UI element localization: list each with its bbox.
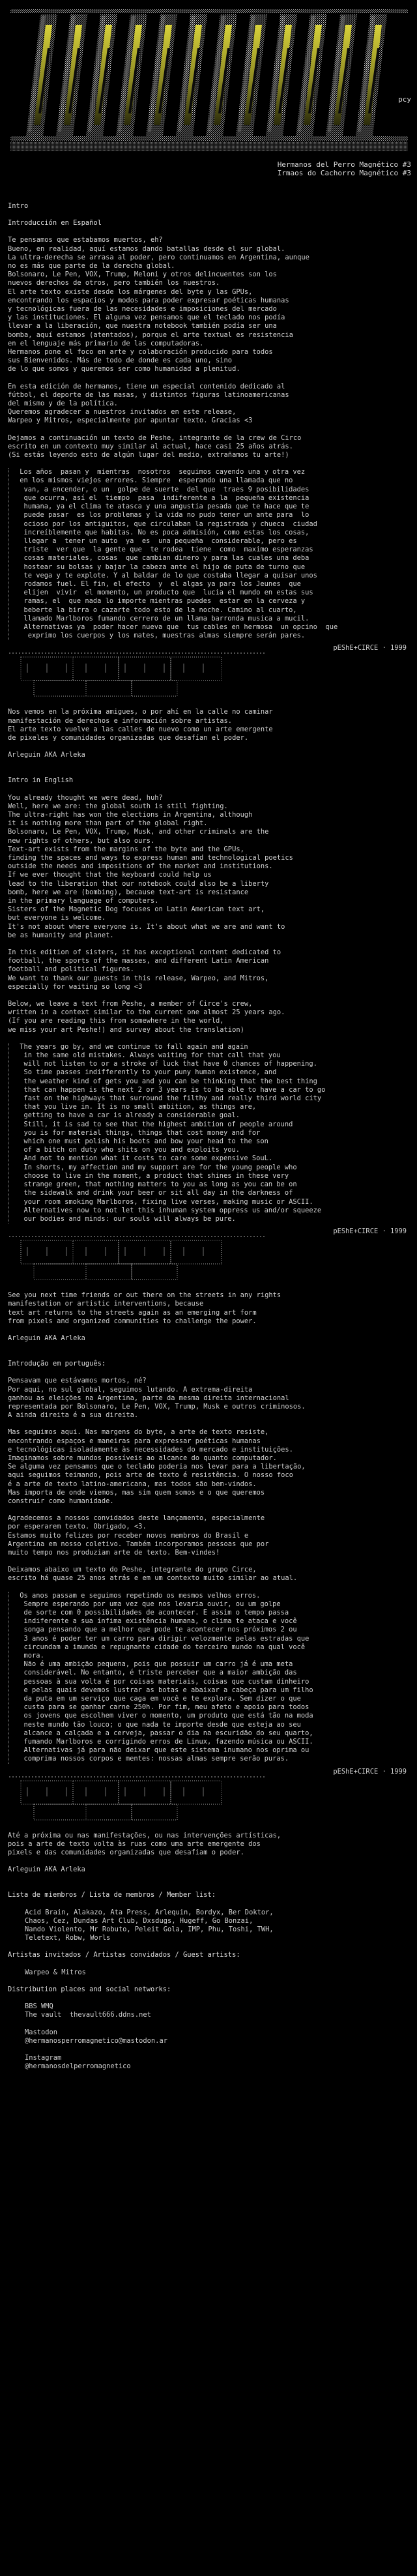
artist-tag: pcy [398, 95, 411, 104]
logo-bar [236, 14, 267, 136]
en-heading: Intro in English [8, 776, 74, 785]
logo-bar [26, 14, 57, 136]
quote-rule [8, 468, 12, 640]
logo-credit [257, 95, 411, 177]
instagram-label: Instagram [25, 2053, 62, 2062]
title-es: Hermanos del Perro Magnético #3 [277, 160, 411, 169]
pt-paragraph-4: Deixamos abaixo um texto do Peshe, integrante do grupo Circe, escrito há quase 25 anos atrás e em um contexto muito similar ao atual. [8, 1566, 298, 1583]
es-paragraph-4: Nos vemos en la próxima amigues, o por ahí en la calle no caminar manifestación de derechos e información sobre artistas. El arte texto vuelve a las calles de nuevo como un arte emergente de pixeles y comunidades organizadas que desafían el poder. [8, 708, 273, 742]
hm3-ascii-logo [7, 3, 410, 162]
logo-art [7, 3, 410, 162]
es-paragraph-1: Te pensamos que estabamos muertos, eh? Bueno, en realidad, aquí estamos dando batallas desde el sur global. La ultra-derecha se arrasa al poder, pero continuamos en Argentina, aunque no es más que parte de la derecha global. Bolsonaro, Le Pen, VOX, Trump, Meloni y otros delincuentes son los nuevos derechos de otros, pero también los nuestros. El arte texto existe desde los márgenes del byte y las GPUs, encontrando los espacios y modos para poder expresar poéticas humanas y tecnológicas fuera de las necesidades e imposiciones del mercado y las instituciones. El alguna vez pensamos que el teclado nos podía llevar a la liberación, que nuestra notebook también podía ser una bomba, aquí estamos (atentados), porque el arte textual es resistencia en el lenguaje más primario de las computadoras. Hermanos pone el foco en arte y colaboración producido para todos sus Bienvenidos. Más de todo de donde es cada uno, sino de lo que somos y queremos ser como humanidad a plenitud. [8, 236, 309, 373]
logo-bar [326, 14, 357, 136]
logo-bar [206, 14, 237, 136]
en-paragraph-1: You already thought we were dead, huh? Well, here we are: the global south is still fighting. The ultra-right has won the elections in Argentina, although it is nothing more than part of the global right. Bolsonaro, Le Pen, VOX, Trump, Musk, and other criminals are the new rights of others, but also ours. Text-art exists from the margins of the byte and the GPUs, finding the spaces and ways to express human and technological poetics outside the needs and impositions of the market and institutions. If we ever thought that the keyboard could help us lead to the liberation that our notebook could also be a liberty bomb, here we are (bombing), because text-art is resistance in the primary language of computers. Sisters of the Magnetic Dog focuses on Latin American text art, but everyone is welcome. It's not about where everyone is. It's about what we are and want to be as humanity and planet. [8, 793, 293, 939]
logo-bar [116, 14, 147, 136]
pt-quote-signature: pEShE+CIRCE · 1999 [333, 1767, 407, 1776]
instagram-handle[interactable]: @hermanosdelperromagnetico [25, 2062, 131, 2071]
es-quote [8, 468, 407, 640]
intro-title: Intro [8, 202, 29, 210]
es-divider [8, 644, 407, 703]
content [8, 202, 407, 2071]
quote-rule [8, 1043, 12, 1223]
pt-quote-text: Os anos passam e seguimos repetindo os mesmos velhos erros. Sempre esperando por uma vez que nos levaria ouvir, ou um golpe de sorte com 0 possibilidades de acontecer. E assim o tempo passa indiferente a sua ínfima existência humana, o clima te ataca e você songa pensando que a melhor que pode te acontecer nos próximos 2 ou 3 anos é poder ter um carro para dirigir velozmente pelas estradas que circundam a imunda e repugnante cidade do terceiro mundo na qual você mora. Não é uma ambição pequena, pois que possuir um carro já é uma meta considerável. No entanto, é triste perceber que a maior ambição das pessoas à sua volta é por coisas materiais, coisas que custam dinheiro e pelas quais devemos lustrar as botas e abaixar a cabeça para um filho da puta em um serviço que caga em você e te explora. Sem dizer o que custa para se ganhar carne 250h. Por fim, meu afeto e apoio para todos os jovens que escolhem viver o momento, um produto que está tão na moda neste mundo tão louco; o que nada te importe desde que esteja ao seu alcance a calçada e a cerveja, passar o dia na escuridão do seu quarto, fumando Marlboros e corrigindo erros de Linux, fazendo música ou ASCII. Alternativas já para não deixar que este sistema inumano nos oprima ou comprima nossos corpos e mentes: nossas almas sempre serão puras. [20, 1591, 313, 1763]
divider-art [8, 1768, 407, 1826]
logo-bar [86, 14, 117, 136]
pt-paragraph-3: Agradecemos a nossos convidados deste lançamento, especialmente por esperarem texto. Obrigado, <3. Estamos muito felizes por receber novos membros do Brasil e Argentina em nosso coletivo. Também incorporamos pessoas que por muito tempo nos produziam arte de texto. Bem-vindes! [8, 1514, 269, 1557]
pt-divider [8, 1768, 407, 1826]
bbs-address[interactable]: The vault thevault666.ddns.net [25, 2011, 151, 2019]
es-heading: Introducción en Español [8, 219, 102, 227]
guests-list: Warpeo & Mitros [25, 1968, 86, 1976]
title-pt: Irmaos do Cachorro Magnético #3 [277, 169, 411, 177]
members-list: Acid Brain, Alakazo, Ata Press, Arlequin, Bordyx, Ber Doktor, Chaos, Cez, Dundas Art Club, Dxsdugs, Hugeff, Go Bonzai, Nando Violento, Mr Robuto, Peleit Gola, IMP, Phu, Toshi, TWH, Teletext, Robw, Worls [25, 1908, 274, 1942]
pt-quote [8, 1592, 407, 1764]
logo-bar [356, 14, 387, 136]
en-paragraph-4: See you next time friends or out there on the streets in any rights manifestation or artistic interventions, because text art returns to the streets again as an emerging art form from pixels and organized communities to challenge the power. [8, 1291, 281, 1325]
es-signature: Arleguin AKA Arleka [8, 751, 85, 759]
divider-art [8, 644, 407, 703]
en-quote-signature: pEShE+CIRCE · 1999 [333, 1227, 407, 1236]
en-divider [8, 1227, 407, 1286]
bbs-label: BBS WMQ [25, 2002, 53, 2011]
en-quote [8, 1043, 407, 1223]
logo-bottom-rule [10, 136, 408, 141]
en-signature: Arleguin AKA Arleka [8, 1334, 85, 1342]
en-quote-text: The years go by, and we continue to fall again and again in the same old mistakes. Always waiting for that call that you will not listen to or a stroke of luck that have 0 chances of happening. So time passes indifferently to your puny human existence, and the weather kind of gets you and you can be thinking that the best thing that can happen is the next 2 or 3 years is to be able to have a car to go fast on the highways that surround the filthy and really third world city that you live in. It is no small ambition, as things are, getting to have a car is already a considerable goal. Still, it is sad to see that the highest ambition of people around you is for material things, things that cost money and for which one must polish his boots and bow your head to the son of a bitch on duty who shits on you and exploits you. And not to mention what it costs to care some expensive SouL. In shorts, my affection and my support are for the young people who choose to live in the moment, a product that shines in these very strange green, that nothing matters to you as long as you can be on the sidewalk and drink your beer or sit all day in the darkness of your room smoking Marlboros, fixing live verses, making music or ASCII. Alternatives now to not let this inhuman system oppress us and/or squeeze our bodies and minds: our souls will always be pure. [20, 1042, 326, 1223]
pt-heading: Introdução em português: [8, 1360, 106, 1368]
logo-bar [296, 14, 327, 136]
pt-signature: Arleguin AKA Arleka [8, 1866, 85, 1874]
guests-heading: Artistas invitados / Artistas convidados / Guest artists: [8, 1951, 240, 1959]
logo-top-rule [10, 9, 408, 13]
logo-bar [56, 14, 87, 136]
distribution-heading: Distribution places and social networks: [8, 1985, 171, 1993]
logo-shadow [10, 142, 408, 151]
quote-rule [8, 1592, 12, 1764]
pt-paragraph-2: Mas seguimos aqui. Nas margens do byte, a arte de texto resiste, encontrando espaços e maneiras para expressar poéticas humanas e tecnológicas isoladamente às necessidades do mercado e instituições. Imaginamos sobre mundos possíveis ao alcance do quanto computador. Se alguma vez pensamos que o teclado poderia nos levar para a libertação, aqui seguimos teimando, pois arte de texto é resistência. O nosso foco é a arte de texto latino-americana, mas todos são bem-vindos. Mas importa de onde viemos, mas sim quem somos e o que queremos construir como humanidade. [8, 1428, 306, 1505]
es-quote-signature: pEShE+CIRCE · 1999 [333, 644, 407, 652]
pt-paragraph-1: Pensavam que estávamos mortos, né? Por aqui, no sul global, seguimos lutando. A extrema-direita ganhou as eleições na Argentina, parte da mesma direita internacional representada por Bolsonaro, Le Pen, VOX, Trump, Musk e outros criminosos. A ainda direita é a sua direita. [8, 1377, 306, 1420]
mastodon-handle[interactable]: @hermanosperromagnetico@mastodon.ar [25, 2036, 167, 2045]
members-heading: Lista de miembros / Lista de membros / Member list: [8, 1891, 216, 1899]
mastodon-label: Mastodon [25, 2028, 58, 2036]
logo-bar [176, 14, 207, 136]
en-paragraph-3: Below, we leave a text from Peshe, a member of Circe's crew, written in a context similar to the current one almost 25 years ago. (If you are reading this from somewhere in the world, we miss your art Peshe!) and survey about the translation) [8, 1000, 285, 1034]
es-paragraph-2: En esta edición de hermanos, tiene un especial contenido dedicado al fútbol, el deporte de las masas, y distintos figuras latinoamericanas del mismo y de la política. Queremos agradecer a nuestros invitados en este release, Warpeo y Mitros, especialmente por apuntar texto. Gracias <3 [8, 382, 289, 425]
es-paragraph-3: Dejamos a continuación un texto de Peshe, integrante de la crew de Circo escrito en un contexto muy similar al actual, hace casi 25 años atrás. (Si estás leyendo esto de algún lugar del medio, extrañamos tu arte!) [8, 433, 302, 460]
pt-paragraph-5: Até a próxima ou nas manifestações, ou nas intervenções artísticas, pois a arte de texto volta às ruas como uma arte emergente dos pixels e das comunidades organizadas que desafiam o poder. [8, 1831, 281, 1857]
es-quote-text: Los años pasan y mientras nosotros seguimos cayendo una y otra vez en los mismos viejos errores. Siempre esperando una llamada que no van, a encender, o un golpe de suerte del que traes 9 posibilidades que ocurra, así el tiempo pasa indiferente a la pequeña existencia humana, ya el clima te atasca y una angustia pesada que te hace que te puede pasar es los problemas y la vida no pudo tener un ante para lo ocioso por los antiguitos, que circulaban la registrada y chueca ciudad increíblemente que habitas. No es poca admisión, como estas los cosas, llegar a tener un auto ya es una pequeña considerable, pero es triste ver que la gente que te rodea tiene como maximo esperanzas cosas materiales, cosas que cambian dinero y para las cuales una deba hostear su bolsas y bajar la cabeza ante el hijo de puta de turno que te vega y te explote. Y al baldar de lo que costaba llegar a quisar unos rodamos fuel. El fin, el efecto y el algas ya para los Jeunes que elijen vivir el momento, un producto que lucia el mundo en estas sus ramas, el que nada lo importe mientras puedes estar en la cerveza y beberte la birra o cazarte todo esto de la noche. Camino al cuarto, llamado Marlboros fumando cerrero de un llama barronda musica a mucil. Alternativas ya poder hacer nueva que tus cables en hermosa un opcino que exprimo los cuerpos y los mates, muestras almas siempre serán pares. [20, 468, 338, 640]
logo-bar [146, 14, 177, 136]
en-paragraph-2: In this edition of sisters, it has exceptional content dedicated to football, the sports of the masses, and different Latin American football and political figures. We want to thank our guests in this release, Warpeo, and Mitros, especially for waiting so long <3 [8, 948, 281, 991]
logo-bar [266, 14, 297, 136]
divider-art [8, 1227, 407, 1286]
